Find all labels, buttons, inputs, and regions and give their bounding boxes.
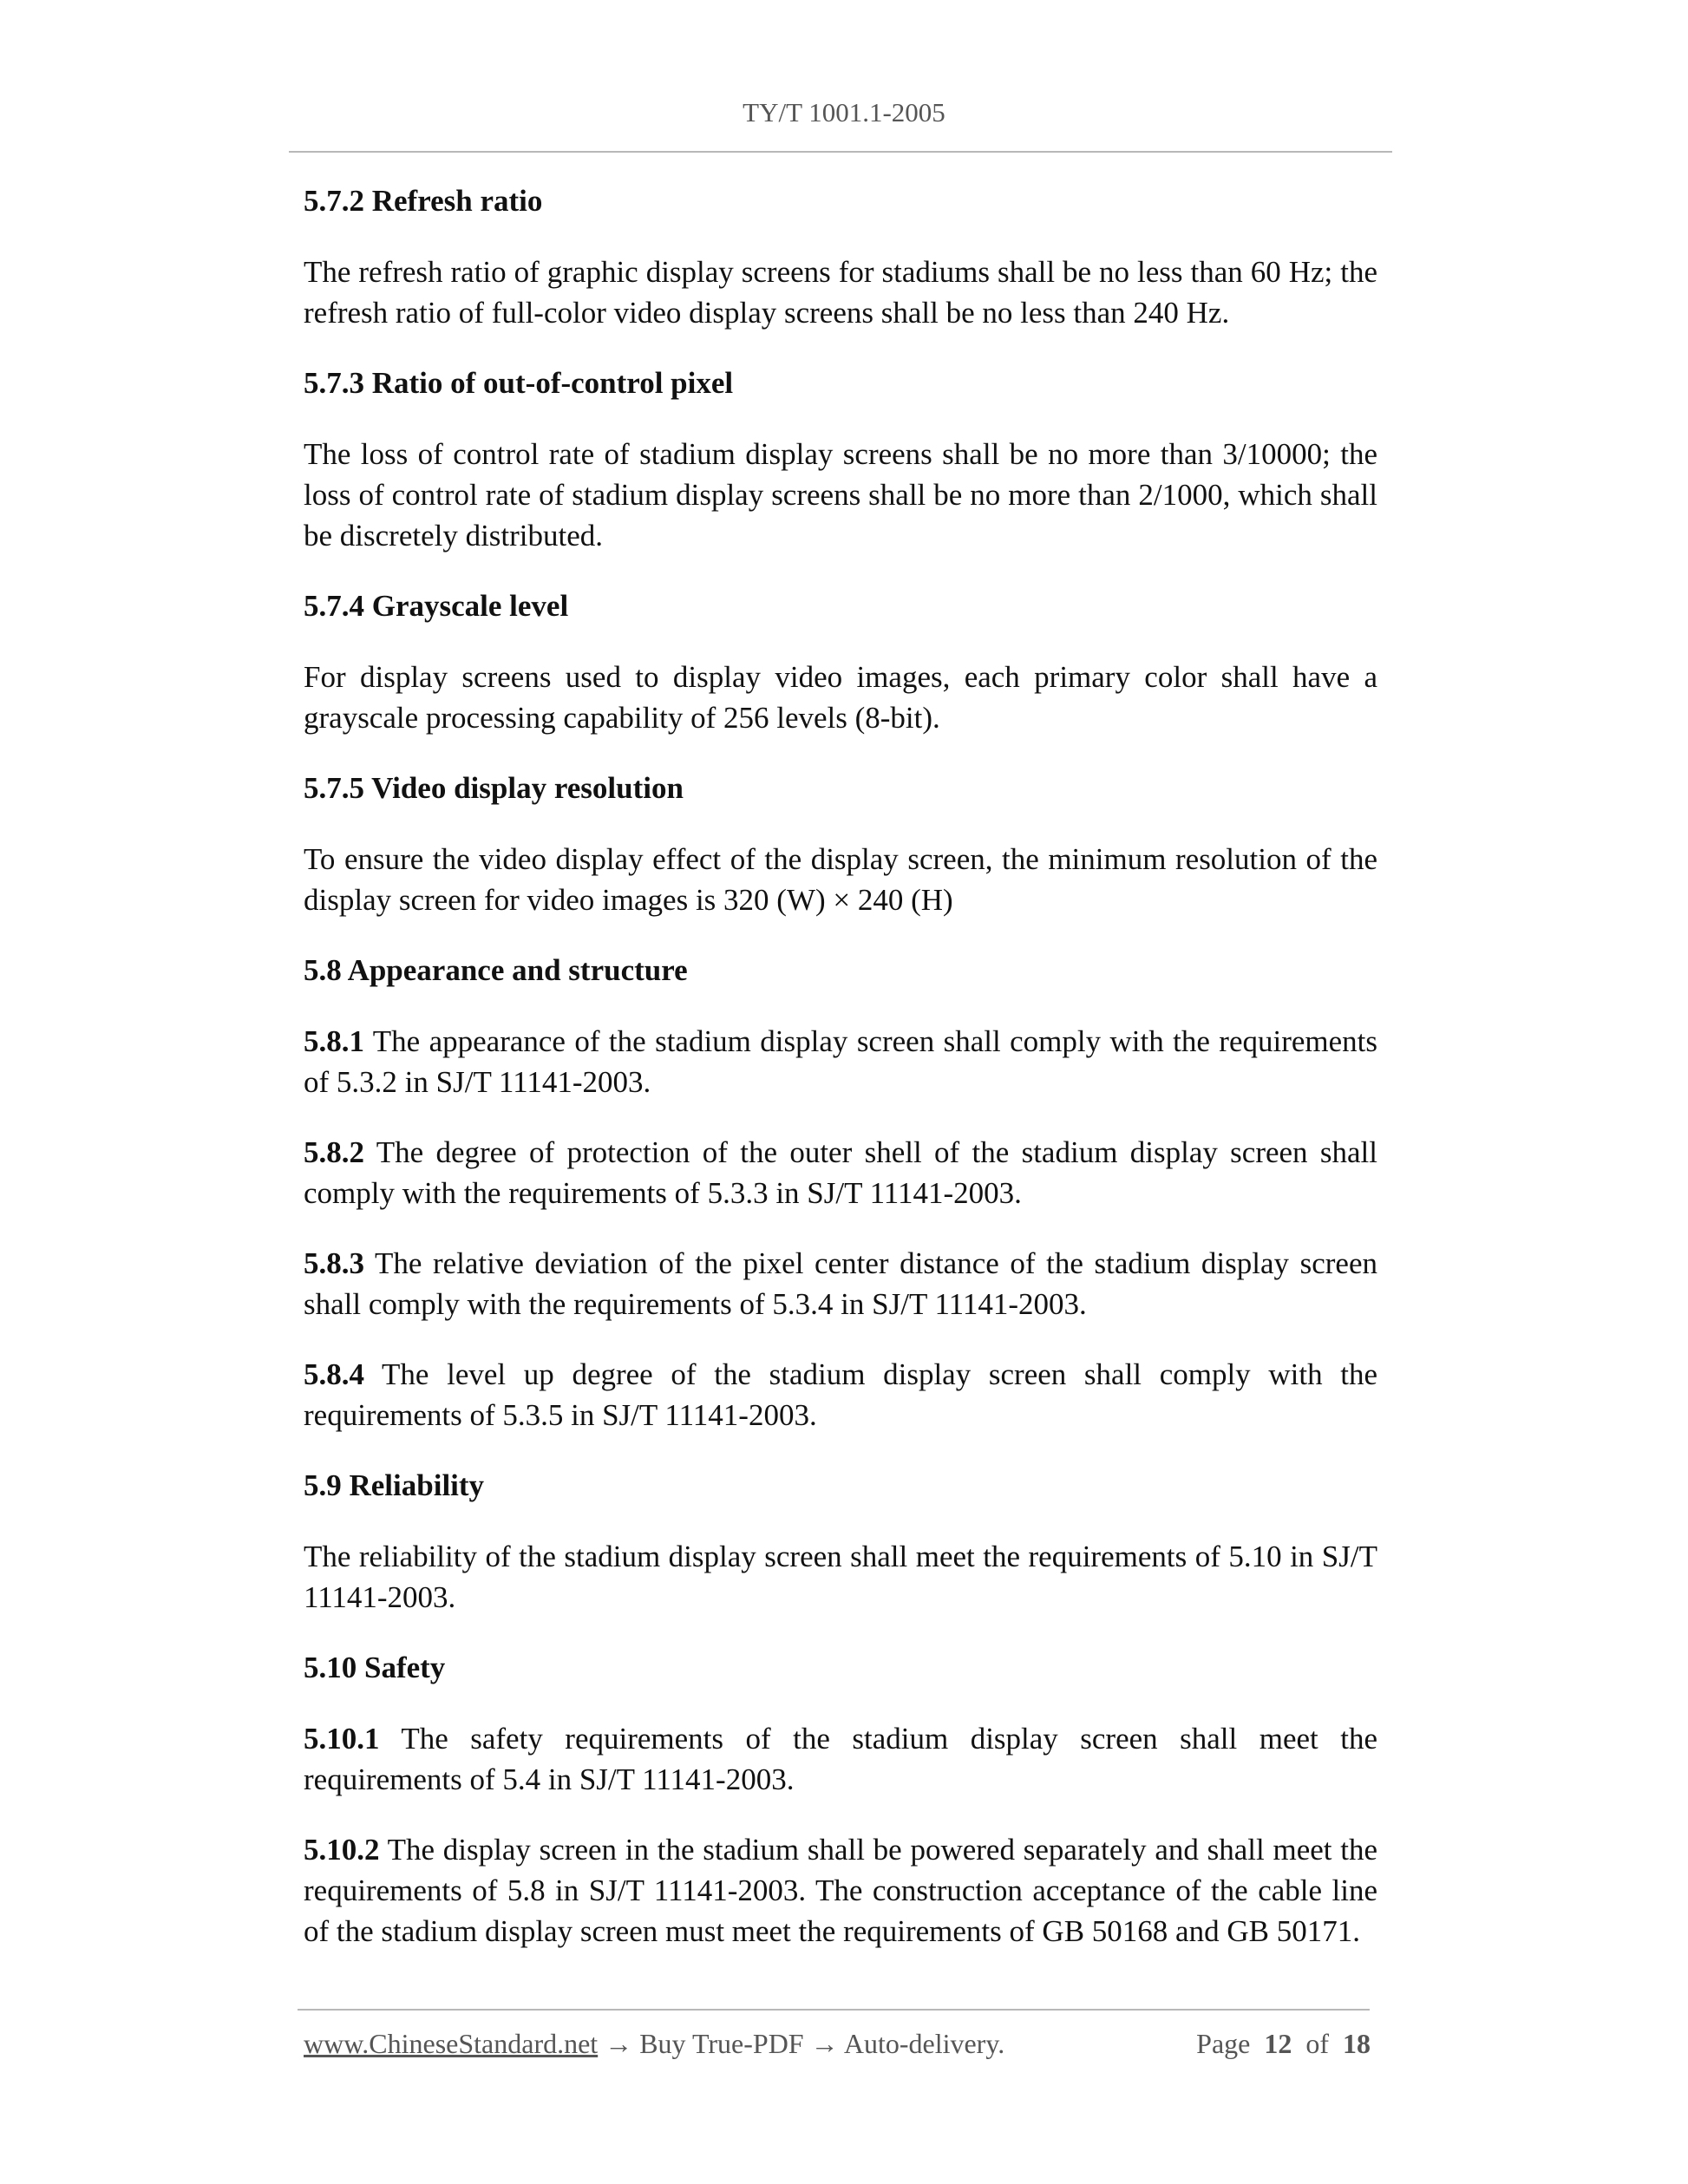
paragraph-text: The relative deviation of the pixel center distance of the stadium display screen shall comply with the requirements of 5.3.4 in SJ/T 11141-2003.: [304, 1246, 1377, 1321]
section-heading: 5.8 Appearance and structure: [304, 953, 688, 987]
paragraph-text: The loss of control rate of stadium display screens shall be no more than 3/10000; the loss of control rate of stadium display screens shall be no more than 2/1000, which shall be discretely distributed.: [304, 437, 1377, 553]
section-paragraph: [304, 434, 1377, 556]
header-divider: [289, 151, 1392, 153]
clause-number: 5.10.2: [304, 1833, 380, 1867]
section-paragraph: [304, 1536, 1377, 1618]
section-heading: 5.7.5 Video display resolution: [304, 771, 684, 805]
paragraph-text: For display screens used to display video images, each primary color shall have a grayscale processing capability of 256 levels (8-bit).: [304, 660, 1377, 735]
clause-number: 5.10.1: [304, 1722, 380, 1756]
paragraph-text: The level up degree of the stadium display screen shall comply with the requirements of 5.3.5 in SJ/T 11141-2003.: [304, 1357, 1377, 1432]
section-heading: 5.7.2 Refresh ratio: [304, 184, 543, 218]
section-heading: 5.7.4 Grayscale level: [304, 589, 569, 623]
paragraph-text: To ensure the video display effect of the display screen, the minimum resolution of the display screen for video images is 320 (W) × 240 (H): [304, 842, 1377, 917]
chinesestandard-link[interactable]: www.ChineseStandard.net: [304, 2028, 599, 2059]
clause-number: 5.8.1: [304, 1024, 364, 1058]
total-pages: 18: [1343, 2028, 1371, 2059]
section-paragraph: [304, 1829, 1377, 1952]
section-paragraph: [304, 1354, 1377, 1435]
footer-divider: [298, 2009, 1370, 2011]
page-number: Page 12 of 18: [1196, 2028, 1371, 2059]
clause-number: 5.8.2: [304, 1135, 364, 1169]
buy-true-pdf-text: Buy True-PDF: [639, 2028, 804, 2059]
paragraph-text: The reliability of the stadium display screen shall meet the requirements of 5.10 in SJ/T 11141-2003.: [304, 1540, 1377, 1614]
section-heading: 5.10 Safety: [304, 1651, 446, 1684]
current-page: 12: [1264, 2028, 1292, 2059]
paragraph-text: The display screen in the stadium shall be powered separately and shall meet the requirements of 5.8 in SJ/T 11141-2003. The construction acceptance of the cable line of the stadium display screen must meet the requirements of GB 50168 and GB 50171.: [304, 1833, 1377, 1948]
paragraph-text: The refresh ratio of graphic display screens for stadiums shall be no less than 60 Hz; the refresh ratio of full-color video display screens shall be no less than 240 Hz.: [304, 255, 1377, 330]
section-paragraph: [304, 1718, 1377, 1800]
section-heading: 5.9 Reliability: [304, 1468, 485, 1502]
document-body: [304, 180, 1377, 1981]
arrow-icon: →: [810, 2028, 839, 2059]
clause-number: 5.8.3: [304, 1246, 364, 1280]
auto-delivery-text: Auto-delivery.: [843, 2028, 1005, 2059]
section-paragraph: [304, 252, 1377, 333]
section-paragraph: [304, 657, 1377, 738]
section-paragraph: [304, 1243, 1377, 1324]
section-paragraph: [304, 1021, 1377, 1102]
arrow-icon: →: [605, 2028, 633, 2059]
section-paragraph: [304, 839, 1377, 920]
paragraph-text: The appearance of the stadium display screen shall comply with the requirements of 5.3.2 in SJ/T 11141-2003.: [304, 1024, 1377, 1099]
document-id-header: TY/T 1001.1-2005: [743, 97, 945, 128]
paragraph-text: The degree of protection of the outer shell of the stadium display screen shall comply with the requirements of 5.3.3 in SJ/T 11141-2003.: [304, 1135, 1377, 1210]
paragraph-text: The safety requirements of the stadium display screen shall meet the requirements of 5.4 in SJ/T 11141-2003.: [304, 1722, 1377, 1796]
clause-number: 5.8.4: [304, 1357, 364, 1391]
section-paragraph: [304, 1132, 1377, 1213]
section-heading: 5.7.3 Ratio of out-of-control pixel: [304, 366, 734, 400]
